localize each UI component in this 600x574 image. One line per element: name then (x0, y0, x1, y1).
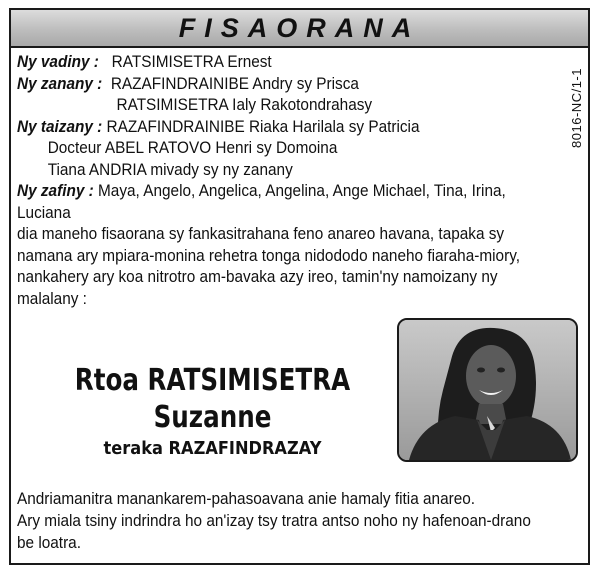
announcement-frame (9, 8, 590, 565)
grandchildren-line (17, 203, 525, 225)
message-line: namana ary mpiara-monina rehetra tonga nidododo naneho fiaraha-miory, (17, 246, 520, 265)
children-line (17, 74, 525, 96)
spouse-label: Ny vadiny : (17, 53, 99, 71)
reference-code: 8016-NC/1-1 (569, 68, 584, 148)
deceased-name-block (25, 362, 400, 462)
deceased-name: Rtoa RATSIMISETRA (74, 363, 351, 398)
foster-name: Tiana ANDRIA mivady sy ny zanany (47, 160, 293, 179)
foster-line (17, 117, 525, 139)
children-line (17, 95, 525, 117)
child-name: RAZAFINDRAINIBE Andry sy Prisca (110, 74, 359, 93)
closing-line: Andriamanitra manankarem-pahasoavana anie hamaly fitia anareo. (17, 490, 476, 508)
children-label: Ny zanany : (17, 74, 103, 93)
message-line: dia maneho fisaorana sy fankasitrahana feno anareo havana, tapaka sy (17, 225, 505, 243)
deceased-first-name: Suzanne (153, 400, 272, 435)
grandchildren-names: Maya, Angelo, Angelica, Angelina, Ange Michael, Tina, Irina, (98, 182, 506, 200)
closing-line: Ary miala tsiny indrindra ho an'izay tsy tratra antso noho ny hafenoan-drano (17, 512, 531, 530)
child-name: RATSIMISETRA Ialy Rakotondrahasy (116, 96, 373, 114)
message-line: nankahery ary koa nitrotro am-bavaka azy ireo, tamin'ny namoizany ny (17, 268, 498, 286)
grandchildren-label: Ny zafiny : (17, 182, 94, 200)
portrait-photo (397, 318, 578, 462)
deceased-maiden-name: teraka RAZAFINDRAZAY (103, 438, 322, 459)
spouse-line (17, 52, 525, 74)
closing-line: be loatra. (17, 534, 81, 552)
foster-name: RAZAFINDRAINIBE Riaka Harilala sy Patricia (106, 117, 420, 136)
grandchildren-names: Luciana (17, 203, 71, 222)
closing-text (17, 488, 573, 554)
portrait-image (399, 320, 576, 460)
spouse-name: RATSIMISETRA Ernest (111, 53, 272, 71)
header-banner (11, 10, 588, 48)
foster-name: Docteur ABEL RATOVO Henri sy Domoina (47, 139, 338, 157)
family-list (17, 52, 525, 310)
message-line: malalany : (17, 289, 87, 308)
foster-line (17, 138, 525, 160)
foster-line (17, 160, 525, 182)
announcement-title: FISAORANA (178, 13, 421, 43)
foster-label: Ny taizany : (17, 117, 103, 136)
grandchildren-line (17, 181, 525, 203)
